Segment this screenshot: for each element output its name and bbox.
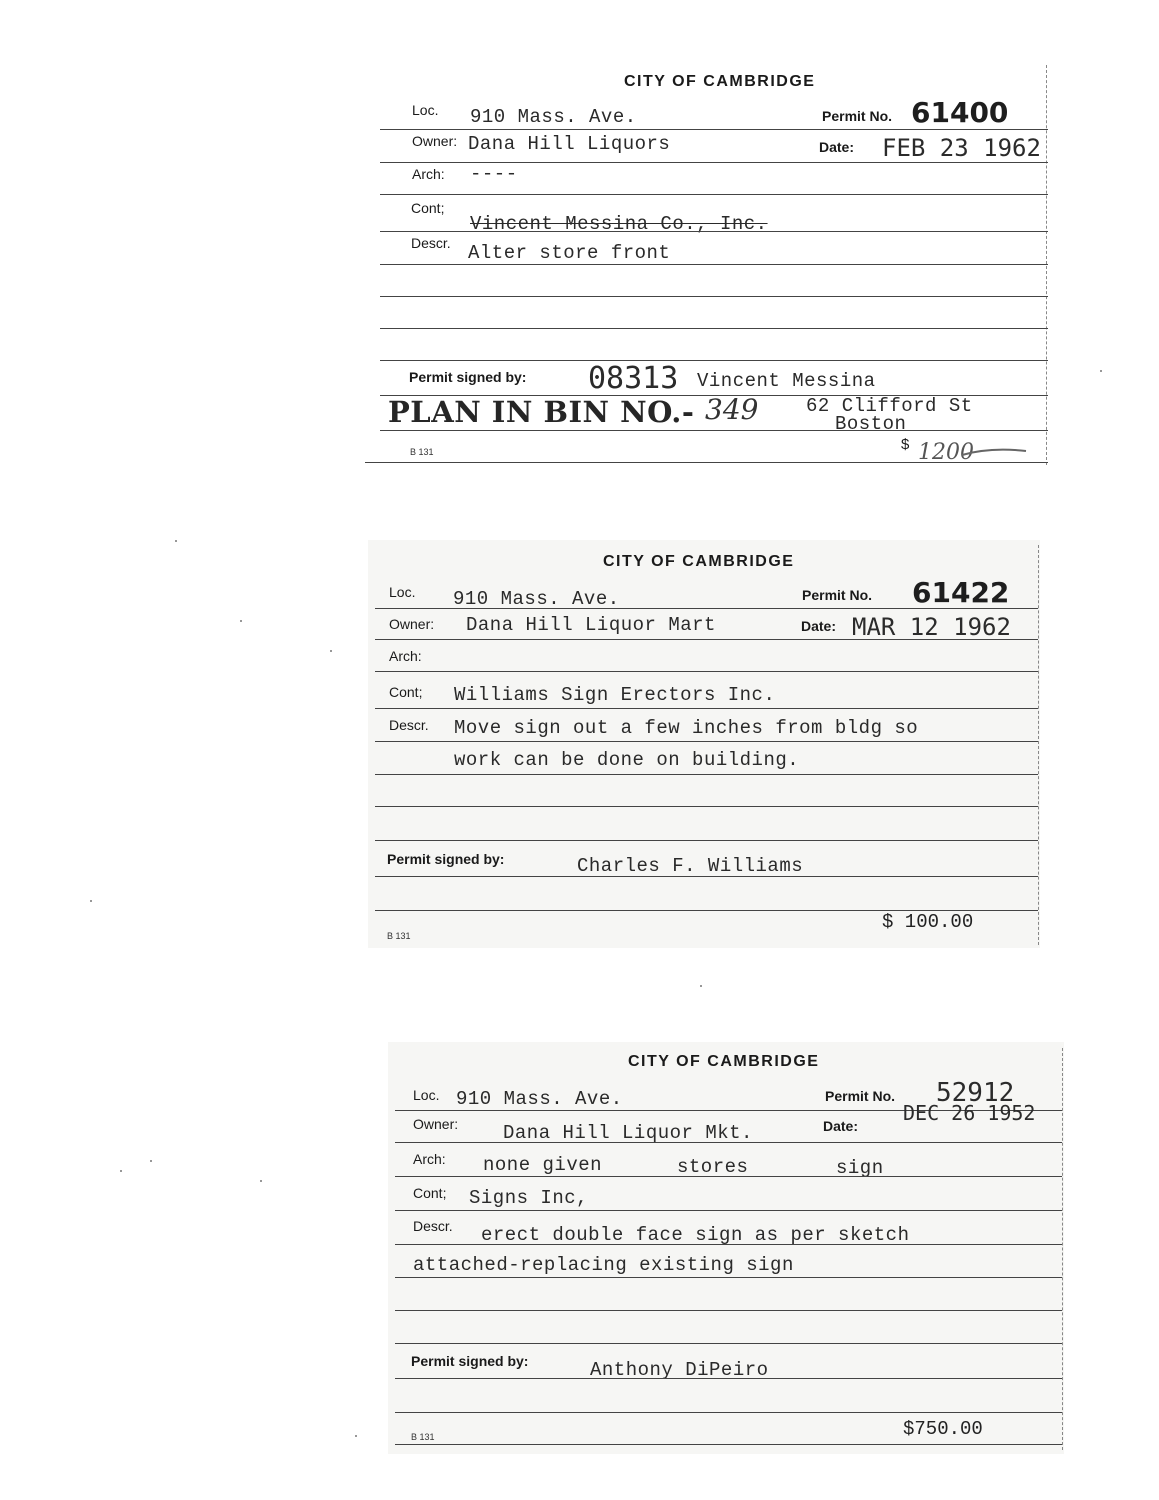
card-1-descr-line-1: Alter store front: [468, 242, 671, 264]
scan-speck: [1100, 370, 1102, 372]
card-3-descr-line-2: attached-replacing existing sign: [413, 1254, 794, 1276]
card-3-permit-no-label: Permit No.: [825, 1088, 896, 1104]
card-2-permit-no-value: 61422: [912, 576, 1010, 609]
card-1-address-line-2: Boston: [835, 413, 907, 435]
card-2-arch-label: Arch:: [389, 648, 422, 664]
card-1-rule: [380, 360, 1048, 361]
card-3-right-edge: [1062, 1048, 1063, 1450]
card-3-arch-label: Arch:: [413, 1151, 446, 1167]
card-1-rule: [365, 462, 1048, 463]
card-3-arch-extra-1: stores: [677, 1156, 749, 1178]
card-1-arch-label: Arch:: [412, 166, 445, 182]
card-2-cont-value: Williams Sign Erectors Inc.: [454, 684, 776, 706]
scan-speck: [120, 1170, 122, 1172]
card-1-address-line-1: 62 Clifford St: [806, 395, 973, 417]
card-1-signed-by-value: Vincent Messina: [697, 370, 876, 392]
card-1-fee-value: 1200: [918, 440, 974, 465]
card-3-form-code: B 131: [411, 1432, 435, 1442]
card-1-date-value: FEB 23 1962: [882, 134, 1041, 162]
card-1-owner-value: Dana Hill Liquors: [468, 133, 671, 155]
card-2-descr-line-2: work can be done on building.: [454, 749, 800, 771]
card-2-loc-label: Loc.: [389, 584, 416, 600]
card-3-arch-extra-2: sign: [836, 1157, 884, 1179]
card-1-rule: [380, 328, 1048, 329]
card-2-right-edge: [1038, 545, 1039, 945]
card-3-signed-by-value: Anthony DiPeiro: [590, 1359, 769, 1381]
card-1-cont-label: Cont;: [411, 200, 445, 216]
card-1-descr-label: Descr.: [411, 235, 451, 251]
card-2-owner-label: Owner:: [389, 616, 435, 632]
card-1-arch-value: ----: [470, 163, 518, 185]
card-2-cont-label: Cont;: [389, 684, 423, 700]
scan-speck: [90, 900, 92, 902]
card-2-rule: [375, 741, 1038, 742]
card-2-signed-by-label: Permit signed by:: [387, 851, 505, 867]
card-1-date-label: Date:: [819, 139, 855, 155]
scan-speck: [260, 1180, 262, 1182]
card-3-permit-no-value: 52912: [936, 1078, 1015, 1108]
card-1-plan-in-bin-label: PLAN IN BIN NO.-: [388, 395, 695, 429]
card-1-cont-value: Vincent Messina Co., Inc.: [470, 213, 768, 235]
card-3-date-value: DEC 26 1952: [903, 1101, 1036, 1125]
card-3-rule: [395, 1176, 1062, 1177]
card-2-loc-value: 910 Mass. Ave.: [453, 588, 620, 610]
card-3-signed-by-label: Permit signed by:: [411, 1353, 529, 1369]
card-2-header: CITY OF CAMBRIDGE: [603, 553, 795, 570]
card-2-descr-line-1: Move sign out a few inches from bldg so: [454, 717, 919, 739]
card-3-rule: [395, 1244, 1062, 1245]
card-1-permit-no-label: Permit No.: [822, 108, 893, 124]
card-2-rule: [375, 806, 1038, 807]
card-2-form-code: B 131: [387, 931, 411, 941]
card-2-rule: [375, 840, 1038, 841]
card-1-dollar-sign: $: [901, 436, 910, 453]
card-1-rule: [380, 231, 1048, 232]
card-3-rule: [395, 1210, 1062, 1211]
card-3-rule: [395, 1310, 1062, 1311]
scan-speck: [700, 985, 702, 987]
card-1-loc-label: Loc.: [412, 102, 439, 118]
card-1-form-code: B 131: [410, 447, 434, 457]
card-3-rule: [395, 1378, 1062, 1379]
card-1-rule: [380, 430, 1048, 431]
card-1-permit-no-value: 61400: [911, 96, 1009, 129]
card-2-signed-by-value: Charles F. Williams: [577, 855, 804, 877]
card-1-fee-stroke: [960, 445, 1030, 461]
card-3-descr-line-1: erect double face sign as per sketch: [481, 1224, 910, 1246]
card-3-arch-value: none given: [483, 1154, 603, 1176]
scan-speck: [330, 650, 332, 652]
card-1-signed-by-label: Permit signed by:: [409, 369, 527, 385]
card-1-rule: [380, 129, 1048, 130]
card-2-rule: [375, 708, 1038, 709]
scan-speck: [150, 1160, 152, 1162]
card-1-rule: [380, 194, 1048, 195]
card-1-plan-in-bin-number: 349: [705, 393, 759, 426]
card-3-header: CITY OF CAMBRIDGE: [628, 1053, 820, 1070]
card-3-cont-value: Signs Inc,: [469, 1187, 589, 1209]
card-2-descr-label: Descr.: [389, 717, 429, 733]
card-3-rule: [395, 1277, 1062, 1278]
card-2-permit-no-label: Permit No.: [802, 587, 873, 603]
scan-speck: [355, 1435, 357, 1437]
card-3-descr-label: Descr.: [413, 1218, 453, 1234]
card-3-rule: [395, 1343, 1062, 1344]
card-3-cont-label: Cont;: [413, 1185, 447, 1201]
scan-speck: [175, 540, 177, 542]
card-2-rule: [375, 774, 1038, 775]
card-2-rule: [375, 876, 1038, 877]
card-1-rule: [380, 264, 1048, 265]
card-3-date-label: Date:: [823, 1118, 859, 1134]
card-2-date-label: Date:: [801, 618, 837, 634]
card-2-rule: [375, 671, 1038, 672]
card-1-owner-label: Owner:: [412, 133, 458, 149]
card-1-loc-value: 910 Mass. Ave.: [470, 106, 637, 128]
card-3-rule: [395, 1412, 1062, 1413]
card-2-fee-value: $ 100.00: [882, 911, 974, 933]
card-1-signed-number: 08313: [588, 361, 679, 396]
card-3-owner-value: Dana Hill Liquor Mkt.: [503, 1122, 753, 1144]
card-1-right-edge: [1046, 65, 1047, 465]
scan-speck: [240, 620, 242, 622]
card-3-owner-label: Owner:: [413, 1116, 459, 1132]
card-3-fee-value: $750.00: [903, 1418, 983, 1440]
card-3-rule: [395, 1444, 1062, 1445]
card-2-rule: [375, 608, 1038, 609]
card-1-header: CITY OF CAMBRIDGE: [624, 73, 816, 90]
card-2-owner-value: Dana Hill Liquor Mart: [466, 614, 716, 636]
card-2-rule: [375, 639, 1038, 640]
card-1-rule: [380, 296, 1048, 297]
card-3-loc-label: Loc.: [413, 1087, 440, 1103]
card-2-date-value: MAR 12 1962: [852, 613, 1011, 641]
card-3-rule: [395, 1142, 1062, 1143]
card-3-loc-value: 910 Mass. Ave.: [456, 1088, 623, 1110]
